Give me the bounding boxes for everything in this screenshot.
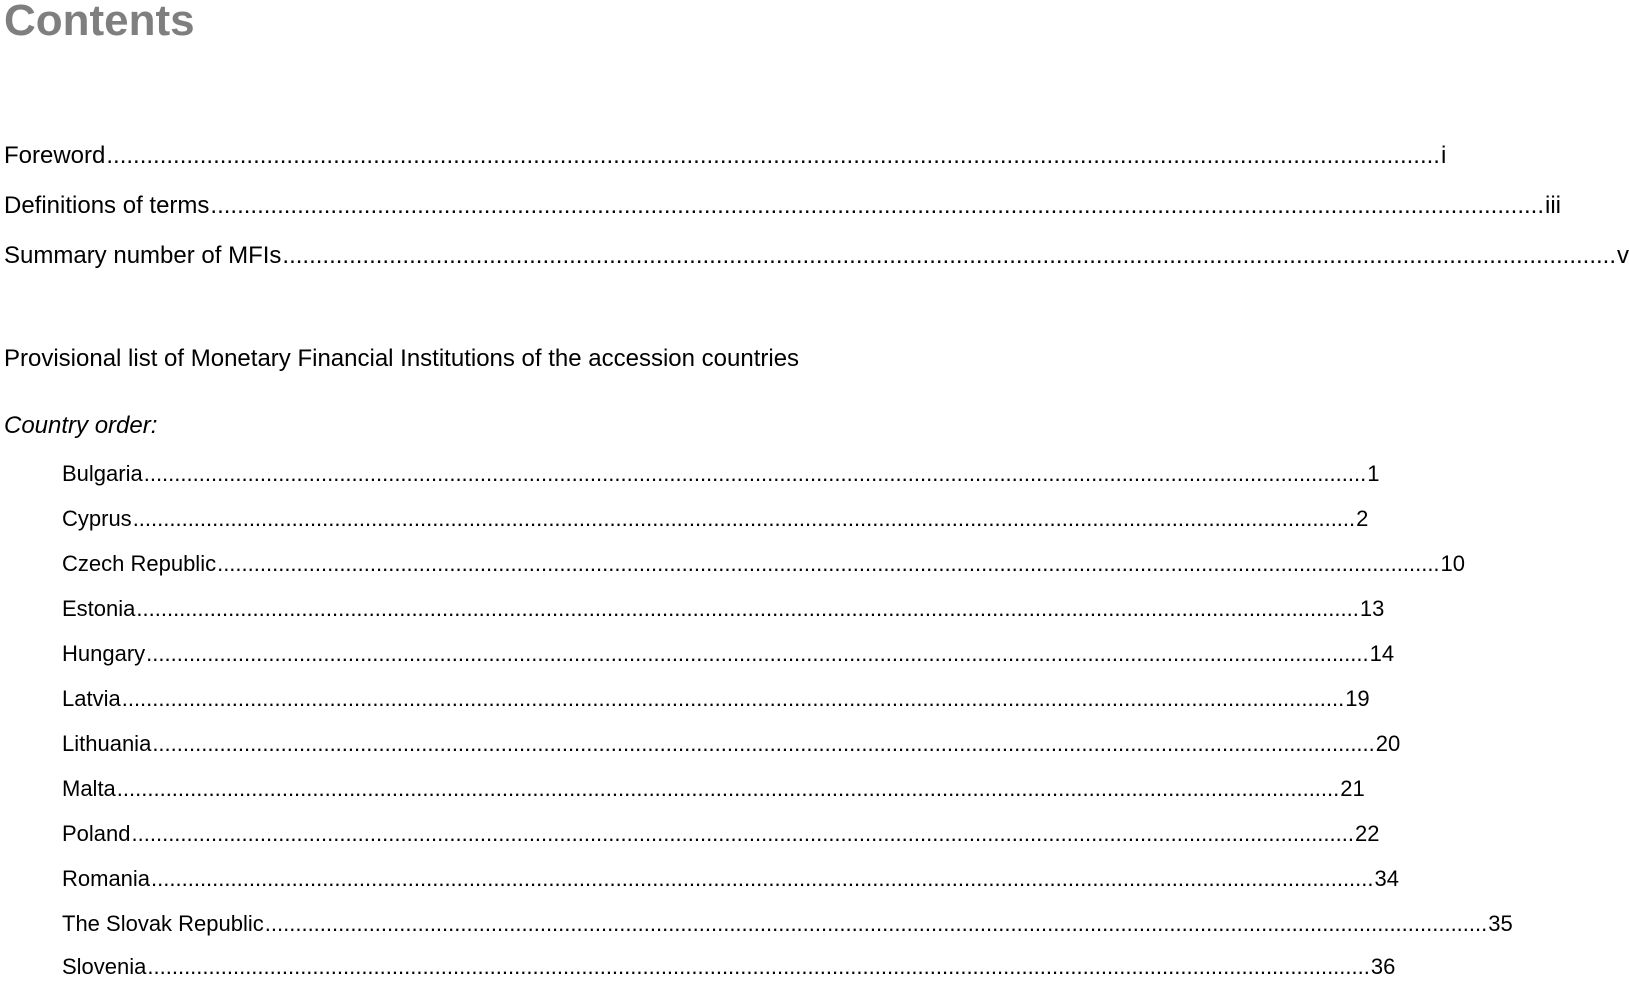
toc-entry-hungary[interactable]: [62, 640, 1395, 668]
toc-entry-label: Czech Republic: [62, 551, 217, 576]
toc-entry-label: Foreword: [4, 142, 106, 169]
toc-entry-page: 19: [1345, 686, 1370, 711]
toc-entry-label: Bulgaria: [62, 461, 143, 486]
toc-entry-bulgaria[interactable]: [62, 460, 1380, 488]
toc-entry-page: iii: [1545, 192, 1561, 219]
page-title: Contents: [4, 0, 195, 45]
dot-leader: ........................................................................................................................................................................................................: [116, 776, 1340, 801]
dot-leader: ........................................................................................................................................................................................................: [217, 551, 1440, 576]
toc-entry-page: i: [1440, 142, 1447, 169]
toc-entry-label: Estonia: [62, 596, 136, 621]
toc-entry-label: The Slovak Republic: [62, 911, 264, 936]
toc-entry-poland[interactable]: [62, 820, 1380, 848]
toc-entry-latvia[interactable]: [62, 685, 1370, 713]
toc-entry-slovak-republic[interactable]: [62, 910, 1513, 938]
dot-leader: ........................................................................................................................................................................................................: [146, 641, 1369, 666]
dot-leader: ........................................................................................................................................................................................................: [143, 461, 1367, 486]
toc-entry-page: 20: [1375, 731, 1401, 756]
section-heading: Provisional list of Monetary Financial Institutions of the accession countries: [4, 345, 800, 372]
dot-leader: ........................................................................................................................................................................................................: [147, 954, 1370, 979]
dot-leader: ........................................................................................................................................................................................................: [151, 866, 1374, 891]
toc-entry-label: Malta: [62, 776, 116, 801]
toc-entry-page: 36: [1370, 954, 1396, 979]
toc-entry-label: Hungary: [62, 641, 146, 666]
toc-entry-summary[interactable]: [4, 241, 1629, 271]
dot-leader: ........................................................................................................................................................................................................: [131, 821, 1354, 846]
toc-entry-label: Slovenia: [62, 954, 147, 979]
toc-entry-label: Romania: [62, 866, 151, 891]
toc-entry-foreword[interactable]: [4, 141, 1447, 171]
toc-entry-label: Lithuania: [62, 731, 152, 756]
toc-entry-label: Cyprus: [62, 506, 132, 531]
toc-entry-page: 2: [1356, 506, 1369, 531]
dot-leader: ........................................................................................................................................................................................................: [136, 596, 1359, 621]
toc-entry-lithuania[interactable]: [62, 730, 1401, 758]
toc-entry-page: 10: [1440, 551, 1466, 576]
dot-leader: ........................................................................................................................................................................................................: [210, 192, 1544, 219]
toc-entry-label: Summary number of MFIs: [4, 242, 282, 269]
toc-entry-estonia[interactable]: [62, 595, 1385, 623]
toc-entry-label: Definitions of terms: [4, 192, 210, 219]
toc-entry-page: 14: [1369, 641, 1395, 666]
toc-entry-page: 35: [1488, 911, 1513, 936]
toc-entry-page: 34: [1374, 866, 1399, 891]
toc-entry-malta[interactable]: [62, 775, 1365, 803]
toc-entry-romania[interactable]: [62, 865, 1399, 893]
toc-entry-page: v: [1617, 242, 1629, 269]
toc-entry-label: Latvia: [62, 686, 121, 711]
toc-entry-definitions[interactable]: [4, 191, 1561, 221]
dot-leader: ........................................................................................................................................................................................................: [106, 142, 1440, 169]
toc-entry-czech-republic[interactable]: [62, 550, 1466, 578]
toc-entry-page: 21: [1340, 776, 1365, 801]
toc-entry-page: 13: [1359, 596, 1385, 621]
toc-entry-page: 1: [1367, 461, 1380, 486]
toc-entry-label: Poland: [62, 821, 131, 846]
toc-entry-page: 22: [1354, 821, 1380, 846]
toc-entry-cyprus[interactable]: [62, 505, 1369, 533]
dot-leader: ........................................................................................................................................................................................................: [121, 686, 1345, 711]
dot-leader: ........................................................................................................................................................................................................: [264, 911, 1488, 936]
toc-entry-slovenia[interactable]: [62, 953, 1396, 981]
dot-leader: ........................................................................................................................................................................................................: [152, 731, 1375, 756]
dot-leader: ........................................................................................................................................................................................................: [132, 506, 1356, 531]
subsection-heading: Country order:: [4, 412, 158, 439]
dot-leader: ........................................................................................................................................................................................................: [282, 242, 1616, 269]
